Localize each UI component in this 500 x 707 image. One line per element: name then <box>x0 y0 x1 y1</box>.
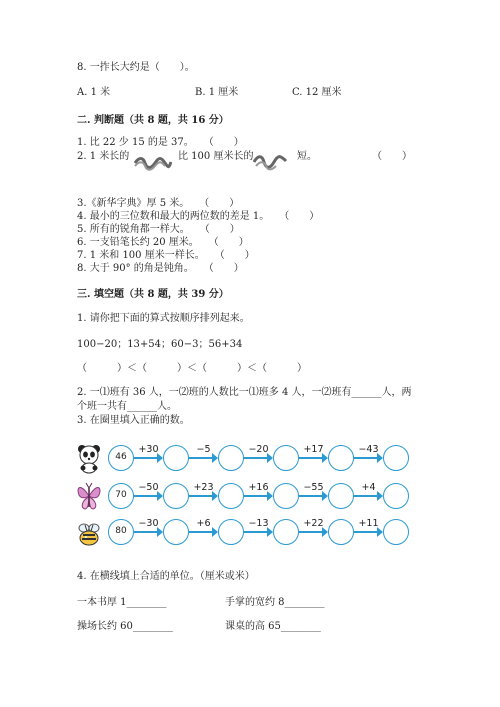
section3-title: 三. 填空题（共 8 题，共 39 分） <box>77 289 229 300</box>
judge-item-2-paren: （ ） <box>372 151 412 162</box>
fill-q3-stem: 3. 在圈里填入正确的数。 <box>77 415 190 426</box>
judge-item-6: 6. 一支铅笔长约 20 厘米。 （ ） <box>77 237 249 248</box>
answer-circle[interactable] <box>218 519 244 545</box>
judge-item-7: 7. 1 米和 100 厘米一样长。 （ ） <box>77 250 255 261</box>
q8-option-c: C. 12 厘米 <box>292 87 342 98</box>
answer-circle[interactable] <box>383 445 409 471</box>
operation-label: +4 <box>361 482 376 493</box>
judge-item-2-part3: 短。 <box>297 151 317 162</box>
arrow <box>189 495 213 497</box>
panda-icon <box>76 442 102 474</box>
judge-item-2-part1: 2. 1 米长的 <box>77 151 130 162</box>
answer-circle[interactable] <box>328 483 354 509</box>
answer-circle[interactable] <box>163 519 189 545</box>
arrow <box>299 495 323 497</box>
answer-circle[interactable] <box>273 519 299 545</box>
arrow <box>244 495 268 497</box>
arrow <box>299 457 323 459</box>
rope-icon <box>133 154 173 172</box>
operation-label: −30 <box>138 518 159 529</box>
judge-item-1: 1. 比 22 少 15 的是 37。 （ ） <box>77 137 244 148</box>
operation-label: −13 <box>248 518 269 529</box>
arrow <box>189 457 213 459</box>
answer-circle[interactable] <box>163 483 189 509</box>
arrow <box>189 531 213 533</box>
operation-label: +23 <box>193 482 214 493</box>
answer-circle[interactable] <box>328 519 354 545</box>
operation-label: +30 <box>138 444 159 455</box>
answer-circle[interactable] <box>163 445 189 471</box>
arrow <box>244 531 268 533</box>
fill-q1-expressions: 100−20；13+54；60−3；56+34 <box>77 339 243 350</box>
arrow <box>354 531 378 533</box>
judge-item-2-part2: 比 100 厘米长的 <box>178 151 254 162</box>
rope-icon <box>252 152 288 172</box>
fill-q4-item-1: 一本书厚 1________ <box>77 597 167 608</box>
answer-circle[interactable] <box>273 483 299 509</box>
operation-label: +16 <box>248 482 269 493</box>
number-chain-butterfly <box>76 478 411 514</box>
fill-q4-stem: 4. 在横线填上合适的单位。（厘米或米） <box>77 571 255 582</box>
answer-circle[interactable] <box>218 445 244 471</box>
operation-label: −55 <box>303 482 324 493</box>
answer-circle[interactable] <box>328 445 354 471</box>
start-number-circle: 80 <box>108 519 134 545</box>
answer-circle[interactable] <box>383 483 409 509</box>
fill-q4-item-3: 操场长约 60________ <box>77 621 173 632</box>
number-chain-bee <box>76 514 411 550</box>
answer-circle[interactable] <box>218 483 244 509</box>
judge-item-3: 3.《新华字典》厚 5 米。 （ ） <box>77 198 240 209</box>
operation-label: +22 <box>303 518 324 529</box>
fill-q2-line1: 2. 一⑴班有 36 人，一⑵班的人数比一⑴班多 4 人，一⑵班有______人，两 <box>77 387 412 398</box>
arrow <box>134 495 158 497</box>
fill-q4-item-2: 手掌的宽约 8________ <box>225 597 325 608</box>
operation-label: −43 <box>358 444 379 455</box>
operation-label: +11 <box>358 518 379 529</box>
butterfly-icon <box>76 480 102 512</box>
operation-label: +6 <box>196 518 211 529</box>
number-chain-panda <box>76 440 411 476</box>
operation-label: −20 <box>248 444 269 455</box>
fill-q1-stem: 1. 请你把下面的算式按顺序排列起来。 <box>77 313 250 324</box>
judge-item-8: 8. 大于 90° 的角是钝角。 （ ） <box>77 263 244 274</box>
arrow <box>134 531 158 533</box>
start-number-circle: 46 <box>108 445 134 471</box>
bee-icon <box>76 516 102 548</box>
arrow <box>244 457 268 459</box>
judge-item-4: 4. 最小的三位数和最大的两位数的差是 1。 （ ） <box>77 211 320 222</box>
arrow <box>134 457 158 459</box>
q8-option-a: A. 1 米 <box>77 87 111 98</box>
operation-label: −5 <box>196 444 211 455</box>
answer-circle[interactable] <box>273 445 299 471</box>
fill-q2-line2: 个班一共有______人。 <box>77 401 177 412</box>
operation-label: −50 <box>138 482 159 493</box>
q8-stem: 8. 一拃长大约是（ ）。 <box>77 62 195 73</box>
q8-option-b: B. 1 厘米 <box>195 87 239 98</box>
fill-q4-item-4: 课桌的高 65________ <box>225 621 321 632</box>
section2-title: 二. 判断题（共 8 题，共 16 分） <box>77 115 229 126</box>
arrow <box>354 457 378 459</box>
operation-label: +17 <box>303 444 324 455</box>
start-number-circle: 70 <box>108 483 134 509</box>
judge-item-5: 5. 所有的锐角都一样大。 （ ） <box>77 224 240 235</box>
fill-q1-blanks: （ ）＜（ ）＜（ ）＜（ ） <box>77 363 307 374</box>
answer-circle[interactable] <box>383 519 409 545</box>
arrow <box>354 495 378 497</box>
arrow <box>299 531 323 533</box>
